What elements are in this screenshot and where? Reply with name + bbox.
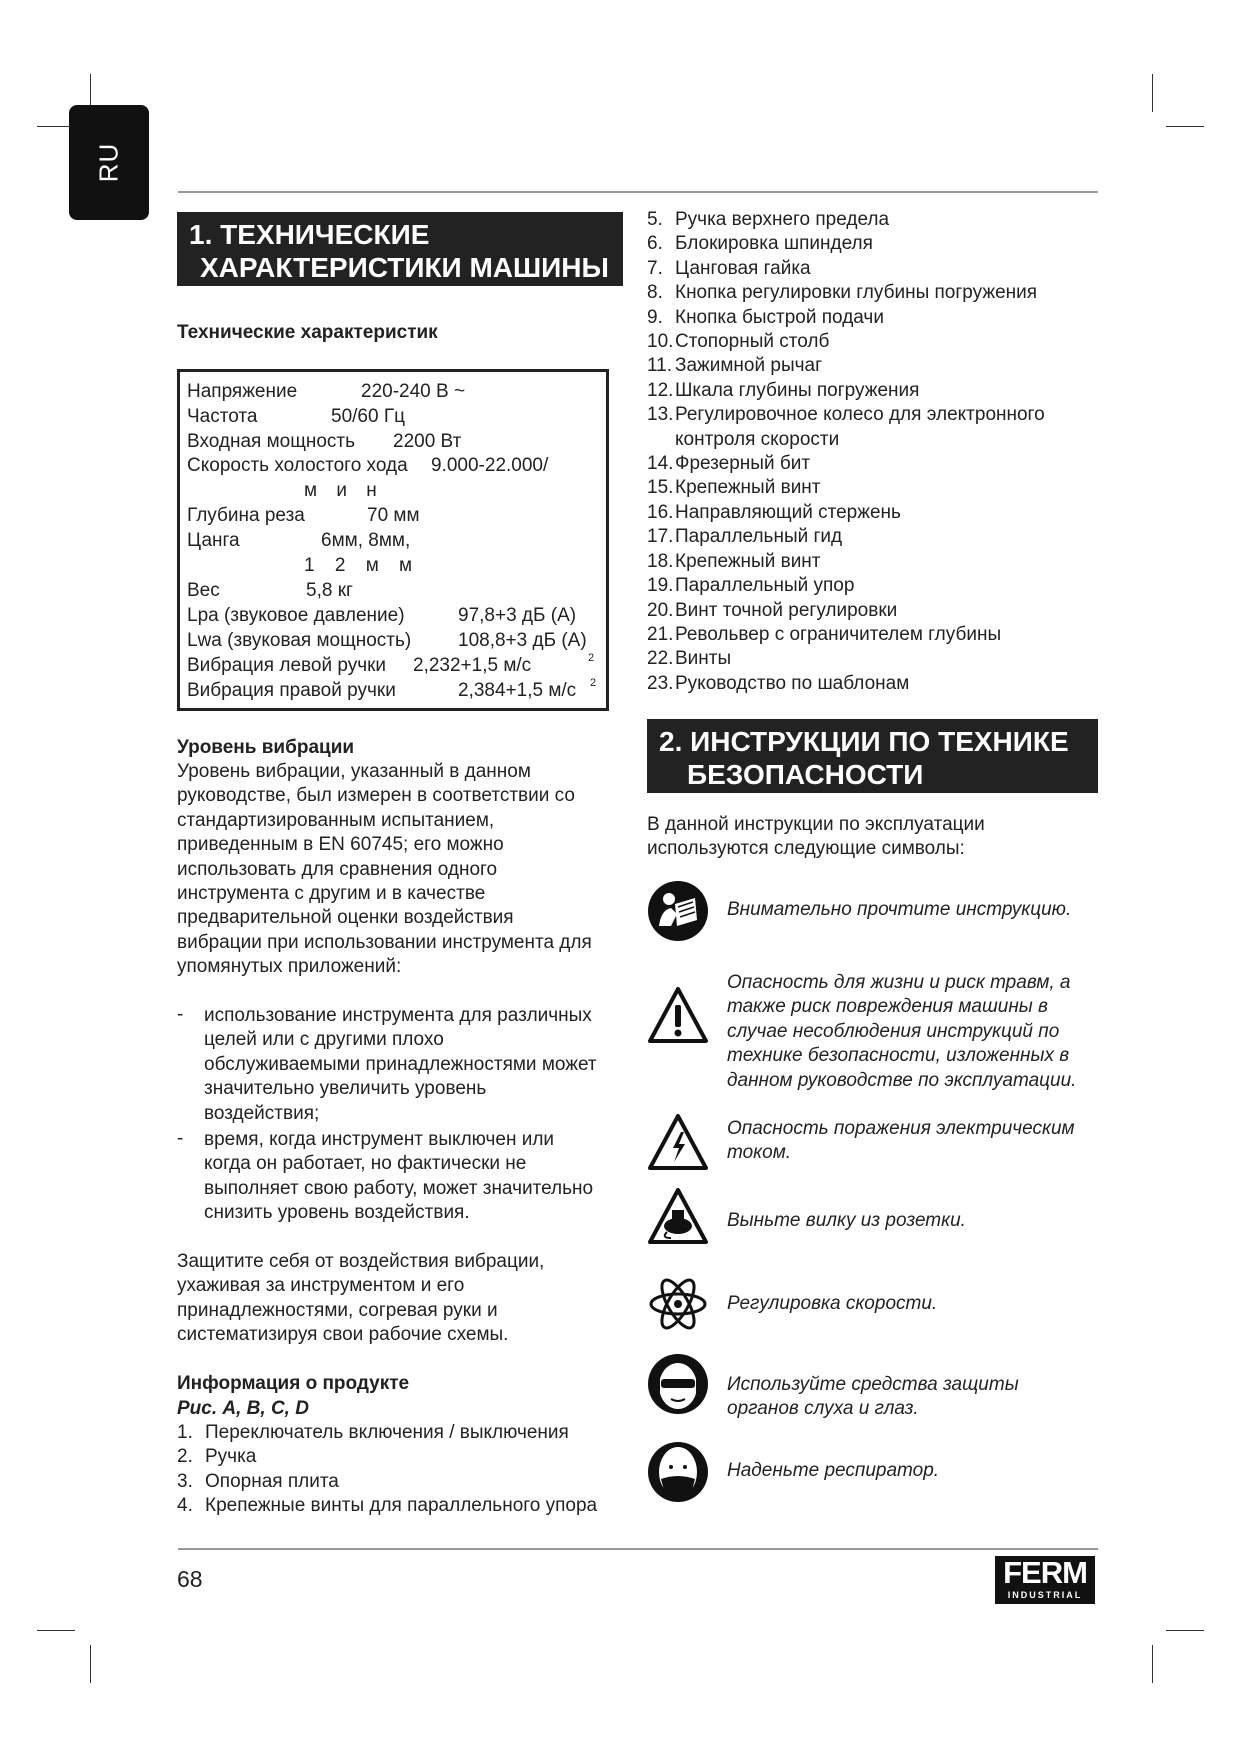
warning-icon — [647, 985, 709, 1047]
item-number: 23. — [647, 672, 674, 694]
item-text: Цанговая гайка — [675, 257, 811, 279]
bullet-line: воздействия; — [204, 1102, 320, 1124]
list-item — [647, 550, 1045, 574]
page-number: 68 — [177, 1566, 203, 1592]
item-text: Руководство по шаблонам — [675, 672, 910, 694]
spec-weight-label: Вес — [187, 580, 220, 601]
item-number: 1. — [177, 1422, 193, 1443]
vibration-line: инструмента с другим и в качестве — [177, 883, 486, 905]
item-number: 15. — [647, 477, 674, 499]
symbol-text-line: Выньте вилку из розетки. — [727, 1210, 966, 1231]
list-item — [647, 281, 1045, 305]
crop-mark — [1152, 74, 1153, 112]
item-number: 9. — [647, 306, 663, 328]
spec-vib-left-value: 2,232+1,5 м/с — [413, 655, 532, 676]
bullet-line: снизить уровень воздействия. — [204, 1202, 470, 1224]
spec-voltage-value: 220-240 В ~ — [361, 381, 466, 402]
spec-vib-right-value: 2,384+1,5 м/с — [458, 680, 577, 701]
logo-main-text: FERM — [1003, 1555, 1087, 1590]
symbol-electric-text — [727, 1117, 1075, 1166]
product-info-title: Информация о продукте — [177, 1373, 410, 1394]
language-tab — [69, 105, 149, 220]
section-2-heading — [647, 719, 1098, 793]
item-number: 16. — [647, 501, 674, 523]
crop-mark — [1166, 1630, 1204, 1631]
item-number: 10. — [647, 331, 674, 353]
bullet-line: время, когда инструмент выключен или — [204, 1129, 555, 1150]
item-text: Шкала глубины погружения — [675, 379, 920, 401]
symbol-text-line: Опасность поражения электрическим — [727, 1118, 1075, 1139]
list-item — [177, 1494, 597, 1518]
bullet-line: выполняет свою работу, может значительно — [204, 1177, 594, 1199]
item-number: 8. — [647, 282, 663, 304]
symbol-text-line: током. — [727, 1142, 792, 1164]
list-item — [647, 599, 1045, 623]
item-text: Зажимной рычаг — [675, 355, 822, 377]
symbol-text-line: технике безопасности, изложенных в — [727, 1045, 1070, 1067]
spec-speed-unit: м и н — [304, 480, 377, 501]
vibration-paragraph — [177, 760, 592, 980]
item-text: Регулировочное колесо для электронного — [675, 404, 1045, 426]
vibration-line: предварительной оценки воздействия — [177, 907, 514, 929]
intro-line: В данной инструкции по эксплуатации — [647, 814, 985, 835]
symbol-ppe-text — [727, 1373, 1019, 1422]
ferm-logo — [995, 1556, 1095, 1604]
list-item — [647, 623, 1045, 647]
list-item — [647, 452, 1045, 476]
list-item — [647, 672, 1045, 696]
spec-speed-label: Скорость холостого хода — [187, 455, 408, 476]
item-text: Параллельный упор — [675, 575, 855, 597]
spec-table — [177, 369, 609, 711]
item-number: 21. — [647, 623, 674, 645]
item-number: 5. — [647, 209, 663, 230]
item-number: 6. — [647, 233, 663, 255]
vibration-line: стандартизированным испытанием, — [177, 809, 495, 831]
item-number: 12. — [647, 379, 674, 401]
list-item — [647, 476, 1045, 500]
item-text: Ручка — [205, 1446, 257, 1468]
protect-line: ухаживая за инструментом и его — [177, 1275, 465, 1297]
crop-mark — [37, 1630, 75, 1631]
spec-power-label: Входная мощность — [187, 431, 356, 452]
item-number: 2. — [177, 1446, 193, 1468]
item-number: 13. — [647, 404, 674, 426]
item-text: Револьвер с ограничителем глубины — [675, 623, 1002, 645]
item-text: Блокировка шпинделя — [675, 233, 873, 255]
vibration-title: Уровень вибрации — [177, 737, 355, 758]
item-text: Винт точной регулировки — [675, 599, 898, 621]
list-item — [647, 379, 1045, 403]
item-text: Фрезерный бит — [675, 453, 811, 475]
vibration-bullet-2 — [204, 1128, 593, 1226]
spec-vib-right-label: Вибрация правой ручки — [187, 680, 396, 701]
vibration-bullet-1 — [204, 1004, 597, 1126]
item-text: Опорная плита — [205, 1470, 339, 1492]
ear-eye-protection-icon — [647, 1353, 709, 1415]
spec-lwa-value: 108,8+3 дБ (A) — [458, 630, 587, 651]
item-text: Крепежные винты для параллельного упора — [205, 1495, 598, 1517]
spec-vib-left-sup: 2 — [588, 652, 595, 664]
bullet-dash: - — [177, 1128, 184, 1149]
spec-lpa-label: Lpa (звуковое давление) — [187, 605, 405, 626]
symbol-danger-text — [727, 971, 1076, 1093]
protect-paragraph — [177, 1250, 544, 1348]
symbol-text-line: Регулировка скорости. — [727, 1293, 938, 1314]
vibration-line: вибрации при использовании инструмента для — [177, 931, 592, 953]
crop-mark — [1152, 1645, 1153, 1683]
speed-control-icon — [647, 1273, 709, 1335]
list-item — [177, 1470, 597, 1494]
bullet-dash: - — [177, 1004, 184, 1025]
bullet-line: использование инструмента для различных — [204, 1005, 592, 1026]
item-number: 19. — [647, 575, 674, 597]
protect-line: систематизируя свои рабочие схемы. — [177, 1324, 509, 1346]
language-label: RU — [93, 142, 124, 183]
read-manual-icon — [647, 880, 709, 942]
spec-collet-value-2: 1 2 м м — [304, 555, 413, 576]
unplug-icon — [647, 1186, 709, 1248]
item-text: Ручка верхнего предела — [675, 209, 890, 230]
symbol-respirator-text — [727, 1459, 939, 1483]
list-item — [647, 574, 1045, 598]
list-item — [647, 354, 1045, 378]
symbol-text-line: органов слуха и глаз. — [727, 1398, 919, 1420]
list-item — [647, 647, 1045, 671]
symbols-intro — [647, 813, 985, 862]
item-number: 22. — [647, 648, 674, 670]
section-1-line-2: ХАРАКТЕРИСТИКИ МАШИНЫ — [200, 252, 609, 283]
list-item — [647, 306, 1045, 330]
item-text: Винты — [675, 648, 732, 670]
item-text: Направляющий стержень — [675, 501, 901, 523]
vibration-line: использовать для сравнения одного — [177, 858, 498, 880]
bullet-line: целей или с другими плохо — [204, 1029, 444, 1051]
item-number: 17. — [647, 526, 674, 548]
item-text: Крепежный винт — [675, 477, 821, 499]
bullet-line: когда он работает, но фактически не — [204, 1153, 527, 1175]
electric-shock-icon — [647, 1112, 709, 1174]
bottom-rule — [178, 1548, 1098, 1550]
product-info-figs: Рис. A, B, C, D — [177, 1398, 309, 1419]
spec-vib-left-label: Вибрация левой ручки — [187, 655, 387, 676]
list-item — [647, 403, 1045, 427]
top-rule — [178, 191, 1098, 193]
item-text: Переключатель включения / выключения — [205, 1422, 569, 1443]
spec-speed-value: 9.000-22.000/ — [431, 455, 549, 476]
vibration-line: приведенным в EN 60745; его можно — [177, 834, 504, 856]
item-text: Параллельный гид — [675, 526, 843, 548]
spec-power-value: 2200 Вт — [393, 431, 462, 452]
list-item — [647, 428, 1045, 452]
spec-vib-right-sup: 2 — [590, 677, 597, 689]
list-item — [647, 257, 1045, 281]
item-text: Кнопка регулировки глубины погружения — [675, 282, 1038, 304]
spec-lpa-value: 97,8+3 дБ (A) — [458, 605, 577, 626]
list-item — [647, 501, 1045, 525]
section-2-line-1: 2. ИНСТРУКЦИИ ПО ТЕХНИКЕ — [659, 726, 1069, 757]
item-text: Крепежный винт — [675, 550, 821, 572]
logo-sub-text: INDUSTRIAL — [1007, 1590, 1083, 1600]
spec-lwa-label: Lwa (звуковая мощность) — [187, 630, 412, 651]
parts-list-left — [177, 1421, 597, 1519]
spec-collet-value: 6мм, 8мм, — [321, 530, 411, 551]
item-number: 3. — [177, 1470, 193, 1492]
respirator-icon — [647, 1441, 709, 1503]
symbol-text-line: Наденьте респиратор. — [727, 1460, 940, 1481]
symbol-speed-text — [727, 1292, 937, 1316]
protect-line: принадлежностями, согревая руки и — [177, 1299, 498, 1321]
item-number: 11. — [647, 355, 673, 377]
list-item — [647, 232, 1045, 256]
item-text: Кнопка быстрой подачи — [675, 306, 884, 328]
section-1-heading — [177, 212, 623, 286]
specs-title: Технические характеристик — [177, 322, 438, 343]
list-item — [177, 1421, 597, 1445]
spec-collet-label: Цанга — [187, 530, 240, 551]
list-item — [647, 208, 1045, 232]
item-number: 14. — [647, 453, 674, 475]
symbol-text-line: данном руководстве по эксплуатации. — [727, 1069, 1077, 1091]
symbol-text-line: Внимательно прочтите инструкцию. — [727, 899, 1072, 920]
bullet-line: обслуживаемыми принадлежностями может — [204, 1053, 597, 1075]
symbol-text-line: Используйте средства защиты — [727, 1374, 1019, 1395]
parts-list-right — [647, 208, 1045, 696]
crop-mark — [1166, 126, 1204, 127]
spec-voltage-label: Напряжение — [187, 381, 298, 402]
section-2-line-2: БЕЗОПАСНОСТИ — [687, 759, 924, 790]
spec-depth-value: 70 мм — [367, 505, 420, 526]
vibration-line: упомянутых приложений: — [177, 956, 402, 978]
symbol-read-text — [727, 898, 1071, 922]
spec-weight-value: 5,8 кг — [306, 580, 353, 601]
protect-line: Защитите себя от воздействия вибрации, — [177, 1251, 545, 1272]
symbol-text-line: Опасность для жизни и риск травм, а — [727, 972, 1071, 993]
symbol-text-line: случае несоблюдения инструкций по — [727, 1020, 1060, 1042]
item-number: 18. — [647, 550, 674, 572]
spec-freq-value: 50/60 Гц — [331, 406, 405, 427]
bullet-line: значительно увеличить уровень — [204, 1078, 487, 1100]
list-item — [177, 1445, 597, 1469]
list-item — [647, 330, 1045, 354]
spec-freq-label: Частота — [187, 406, 258, 427]
item-text: контроля скорости — [675, 428, 840, 450]
item-number: 20. — [647, 599, 674, 621]
symbol-text-line: также риск повреждения машины в — [727, 996, 1048, 1018]
vibration-line: руководстве, был измерен в соответствии со — [177, 785, 575, 807]
section-1-line-1: 1. ТЕХНИЧЕСКИЕ — [189, 219, 430, 250]
spec-depth-label: Глубина реза — [187, 505, 305, 526]
intro-line: используются следующие символы: — [647, 838, 965, 860]
symbol-unplug-text — [727, 1209, 966, 1233]
crop-mark — [90, 1645, 91, 1683]
list-item — [647, 525, 1045, 549]
item-number: 7. — [647, 257, 663, 279]
item-number: 4. — [177, 1495, 193, 1517]
item-text: Стопорный столб — [675, 331, 830, 353]
vibration-line: Уровень вибрации, указанный в данном — [177, 761, 531, 782]
